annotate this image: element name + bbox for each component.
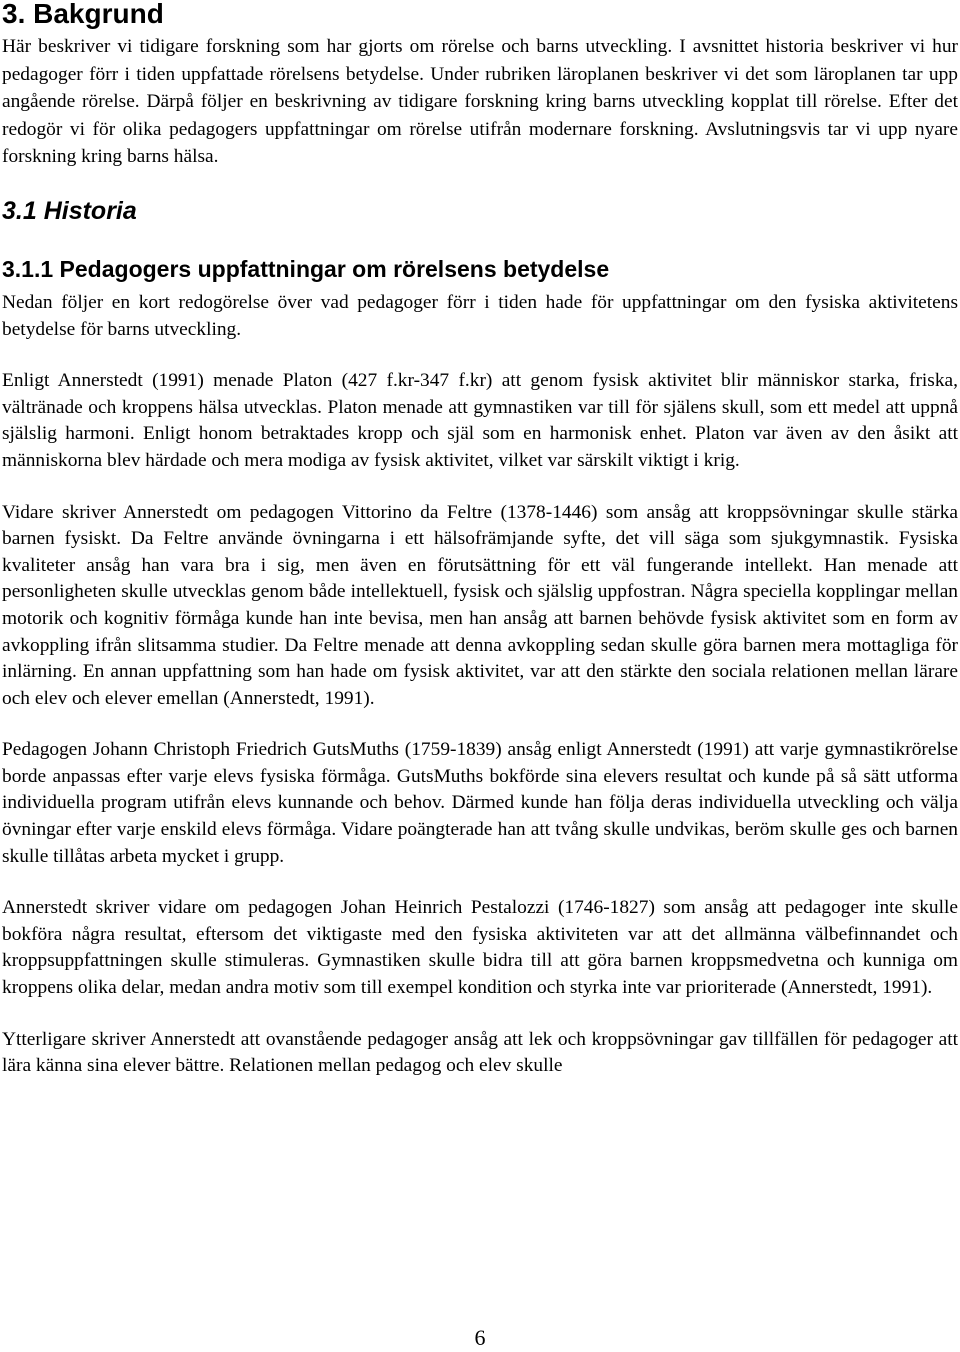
body-paragraph-6: Ytterligare skriver Annerstedt att ovanstående pedagoger ansåg att lek och kroppsövningar gav tillfällen för pedagoger att lära känna sina elever bättre. Relationen mellan pedagog och elev skulle <box>2 1028 958 1077</box>
intro-section <box>2 33 958 171</box>
body-paragraph-1: Nedan följer en kort redogörelse över vad pedagoger förr i tiden hade för uppfattningar om den fysiska aktivitetens betydelse för barns utveckling. <box>2 291 958 340</box>
chapter-heading: 3. Bakgrund <box>2 0 164 29</box>
subsection-heading: 3.1.1 Pedagogers uppfattningar om rörelsens betydelse <box>2 255 610 282</box>
page-number: 6 <box>474 1325 486 1350</box>
body-paragraph-3: Vidare skriver Annerstedt om pedagogen Vittorino da Feltre (1378-1446) som ansåg att kroppsövningar skulle stärka barnen fysiskt. Da Feltre använde övningarna i ett hälsofrämjande syfte, det vill säga som sjukgymnastik. Fysiska kvaliteter ansåg han vara bra i sig, men även en förutsättning för ett väl fungerande intellekt. Han menade att personligheten skulle utvecklas genom både intellektuell, fysisk och själslig uppfostran. Några speciella kopplingar mellan motorik och kognitiv förmåga kunde han inte bevisa, men han ansåg att barnen behövde fysisk aktivitet som en form av avkoppling ifrån slitsamma studier. Da Feltre menade att denna avkoppling sedan skulle göra barnen mera mottagliga för inlärning. En annan uppfattning som han hade om fysisk aktivitet, var att den stärkte den sociala relationen mellan lärare och elev och elever emellan (Annerstedt, 1991). <box>2 501 958 709</box>
body-paragraph-2: Enligt Annerstedt (1991) menade Platon (427 f.kr-347 f.kr) att genom fysisk aktivitet blir människor starka, friska, vältränade och kroppens hälsa utvecklas. Platon menade att gymnastiken var till för själens skull, som ett medel att uppnå själslig harmoni. Enligt honom betraktades kropp och själ som en harmonisk enhet. Platon var även av den åsikt att människorna blev härdade och mera modiga av fysisk aktivitet, vilket var särskilt viktigt i krig. <box>2 370 958 471</box>
body-paragraph-5: Annerstedt skriver vidare om pedagogen Johan Heinrich Pestalozzi (1746-1827) som ansåg att pedagoger inte skulle bokföra några resultat, eftersom det viktigaste med den fysiska aktiviteten var att det allmänna välbefinnandet och kroppsuppfattningen skulle stimuleras. Gymnastiken skulle bidra till att göra barnen kroppsmedvetna och kunniga om kroppens olika delar, medan andra motiv som till exempel kondition och styrka inte var prioriterade (Annerstedt, 1991). <box>2 897 958 999</box>
body-paragraph-4: Pedagogen Johann Christoph Friedrich GutsMuths (1759-1839) ansåg enligt Annerstedt (1991) att varje gymnastikrörelse borde anpassas efter varje elevs fysiska förmåga. GutsMuths bokförde sina elevers resultat och kunde på så sätt utforma individuella program utifrån elevs kunnande och behov. Därmed kunde han följa deras individuella utveckling och välja övningar efter varje enskild elevs förmåga. Vidare poängterade han att tvång skulle undvikas, beröm skulle ges och barnen skulle tillåtas arbeta mycket i grupp. <box>2 739 958 867</box>
intro-paragraph: Här beskriver vi tidigare forskning som har gjorts om rörelse och barns utveckling. I avsnittet historia beskriver vi hur pedagoger förr i tiden uppfattade rörelsens betydelse. Under rubriken läroplanen beskriver vi det som läroplanen tar upp angående rörelse. Därpå följer en beskrivning av tidigare forskning kring barns utveckling kopplat till rörelse. Efter det redogör vi för olika pedagogers uppfattningar om rörelse utifrån modernare forskning. Avslutningsvis tar vi upp nyare forskning kring barns hälsa. <box>2 36 958 168</box>
section-heading: 3.1 Historia <box>2 196 137 225</box>
